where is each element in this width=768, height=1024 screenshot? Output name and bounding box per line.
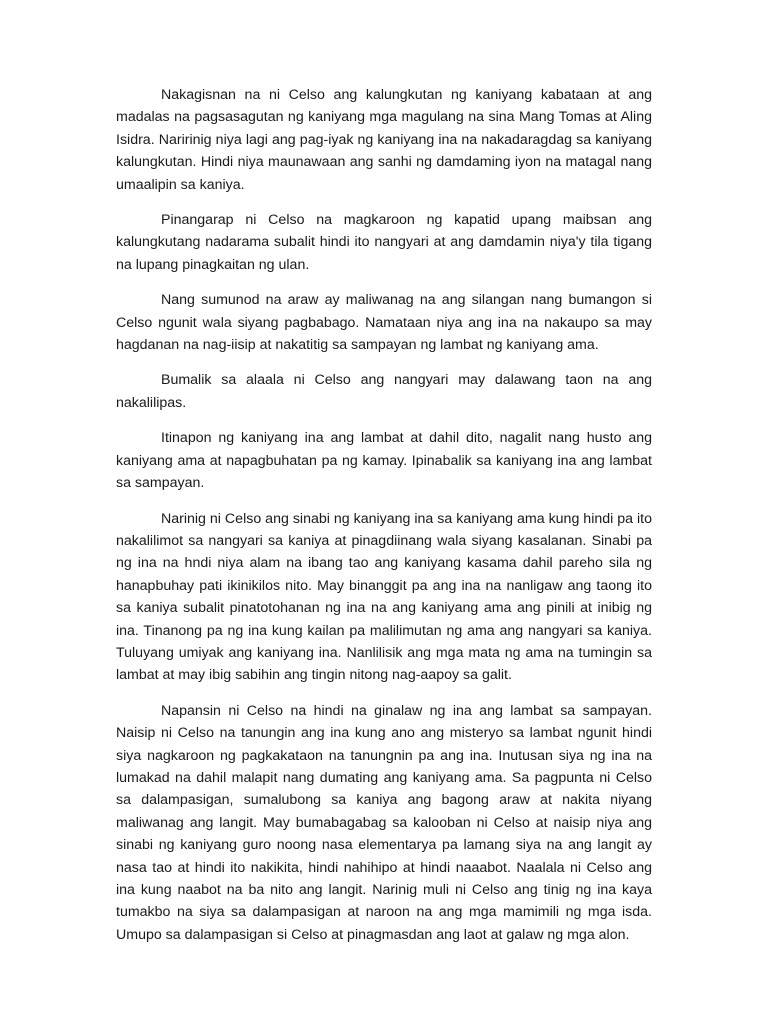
paragraph-6: Narinig ni Celso ang sinabi ng kaniyang ina sa kaniyang ama kung hindi pa ito nakalilimot sa nangyari sa kaniya at pinagdiinang wala siyang kasalanan. Sinabi pa ng ina na hndi niya alam na ibang tao ang kaniyang kasama dahil pareho sila ng hanapbuhay pati ikinikilos nito. May binanggit pa ang ina na nanligaw ang taong ito sa kaniya subalit pinatotohanan ng ina na ang kaniyang ama ang pinili at inibig ng ina. Tinanong pa ng ina kung kailan pa malilimutan ng ama ang nangyari sa kaniya. Tuluyang umiyak ang kaniyang ina. Nanlilisik ang mga mata ng ama na tumingin sa lambat at may ibig sabihin ang tingin nitong nag-aapoy sa galit.	[116, 510, 652, 684]
paragraph-4: Bumalik sa alaala ni Celso ang nangyari may dalawang taon na ang nakalilipas.	[116, 372, 652, 411]
paragraph-7: Napansin ni Celso na hindi na ginalaw ng ina ang lambat sa sampayan. Naisip ni Celso na tanungin ang ina kung ano ang misteryo sa lambat ngunit hindi siya nagkaroon ng pagkakataon na tanungnin pa ang ina. Inutusan siya ng ina na lumakad na dahil malapit nang dumating ang kaniyang ama. Sa pagpunta ni Celso sa dalampasigan, sumalubong sa kaniya ang bagong araw at nakita niyang maliwanag ang langit. May bumabagabag sa kalooban ni Celso at naisip niya ang sinabi ng kaniyang guro noong nasa elementarya pa lamang siya na ang langit ay nasa tao at hindi ito nakikita, hindi nahihipo at hindi naaabot. Naalala ni Celso ang ina kung naabot na ba nito ang langit. Narinig muli ni Celso ang tinig ng ina kaya tumakbo na siya sa dalampasigan at naroon na ang mga mamimili ng mga isda. Umupo sa dalampasigan si Celso at pinagmasdan ang laot at galaw ng mga alon.	[116, 702, 652, 943]
paragraph-5: Itinapon ng kaniyang ina ang lambat at dahil dito, nagalit nang husto ang kaniyang ama at napagbuhatan pa ng kamay. Ipinabalik sa kaniyang ina ang lambat sa sampayan.	[116, 430, 652, 492]
paragraph-1: Nakagisnan na ni Celso ang kalungkutan ng kaniyang kabataan at ang madalas na pagsasagutan ng kaniyang mga magulang na sina Mang Tomas at Aling Isidra. Naririnig niya lagi ang pag-iyak ng kaniyang ina na nakadaragdag sa kaniyang kalungkutan. Hindi niya maunawaan ang sanhi ng damdaming iyon na matagal nang umaalipin sa kaniya.	[116, 87, 652, 193]
paragraph-2: Pinangarap ni Celso na magkaroon ng kapatid upang maibsan ang kalungkutang nadarama subalit hindi ito nangyari at ang damdamin niya'y tila tigang na lupang pinagkaitan ng ulan.	[116, 212, 652, 273]
paragraph-3: Nang sumunod na araw ay maliwanag na ang silangan nang bumangon si Celso ngunit wala siyang pagbabago. Namataan niya ang ina na nakaupo sa may hagdanan na nag-iisip at nakatitig sa sampayan ng lambat ng kaniyang ama.	[116, 292, 652, 354]
document-body	[116, 84, 652, 959]
